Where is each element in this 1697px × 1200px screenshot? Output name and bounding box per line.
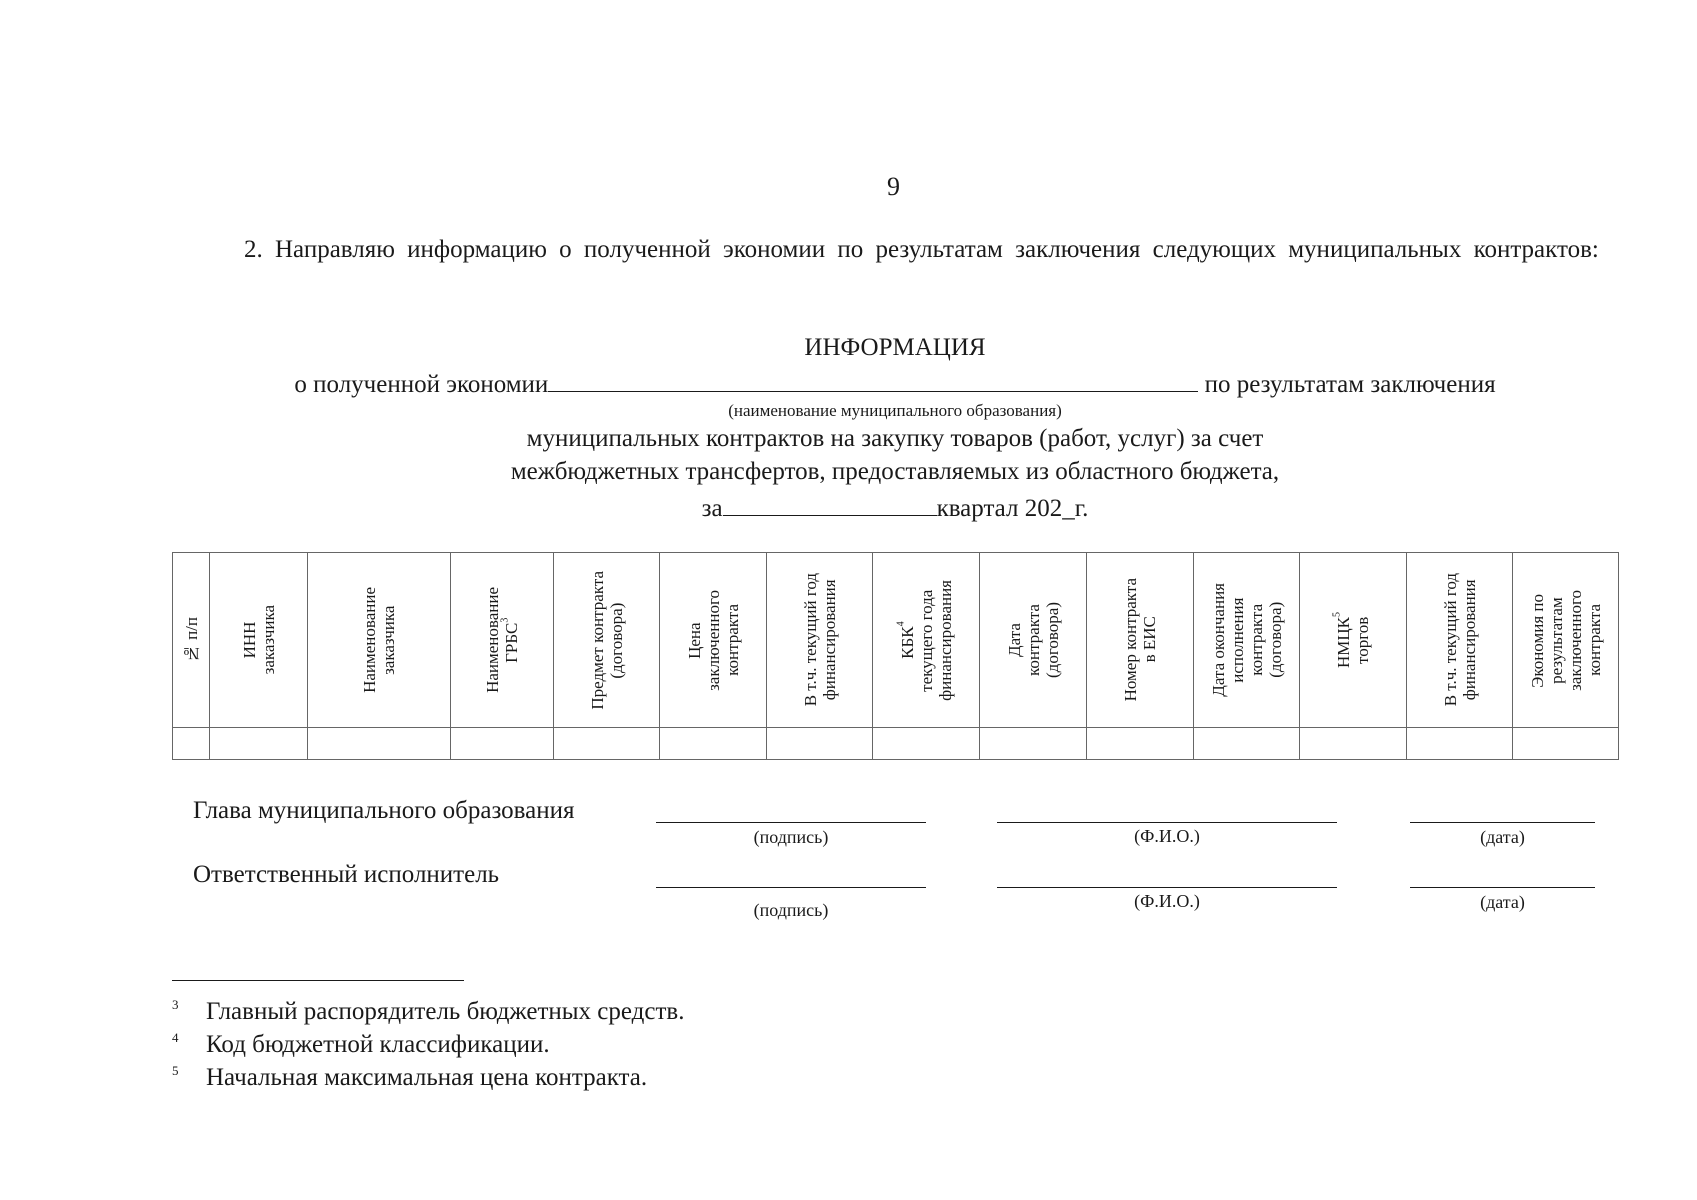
table-header-cell [1194, 553, 1300, 728]
executor-label: Ответственный исполнитель [193, 861, 500, 888]
table-cell[interactable] [1513, 728, 1619, 760]
footnote-item [172, 1030, 550, 1059]
column-header-label [483, 587, 521, 693]
table-header-cell [451, 553, 554, 728]
head-name-line[interactable] [997, 822, 1337, 823]
column-header-text: В т.ч. текущий год финансирования [800, 573, 839, 707]
column-header-text-continued: торгов [1353, 616, 1372, 664]
footnote-mark: 4 [172, 1030, 179, 1045]
footnote-mark: 3 [172, 997, 179, 1012]
table-header-cell [308, 553, 451, 728]
table-cell[interactable] [308, 728, 451, 760]
table-header-cell [554, 553, 660, 728]
footnote-item [172, 997, 684, 1026]
column-header-text: Экономия по результатам заключенного контракта [1527, 589, 1604, 691]
column-header-text: ИНН заказчика [239, 605, 278, 675]
table-cell[interactable] [1300, 728, 1407, 760]
table-header-cell [210, 553, 308, 728]
executor-signature-line[interactable] [656, 887, 926, 888]
table-header-cell [767, 553, 873, 728]
table-header-row [173, 553, 1619, 728]
footnote-reference: 4 [894, 621, 906, 627]
info-line2: муниципальных контрактов на закупку товаров (работ, услуг) за счет [526, 425, 1264, 452]
table-cell[interactable] [767, 728, 873, 760]
footnote-text: Главный распорядитель бюджетных средств. [206, 998, 685, 1025]
table-header-cell [1513, 553, 1619, 728]
table-header-cell [1087, 553, 1194, 728]
table-header-cell [173, 553, 210, 728]
table-cell[interactable] [1087, 728, 1194, 760]
column-header-text: Дата окончания исполнения контракта (договора) [1208, 583, 1285, 697]
table-header-cell [660, 553, 767, 728]
column-header-label [1441, 573, 1479, 706]
executor-name-caption: (Ф.И.О.) [1134, 891, 1200, 911]
column-header-text: В т.ч. текущий год финансирования [1440, 573, 1479, 707]
info-line4-after: квартал 202_г. [936, 495, 1089, 522]
table-cell[interactable] [660, 728, 767, 760]
table-cell[interactable] [210, 728, 308, 760]
column-header-label [240, 605, 278, 674]
column-header-label [1005, 602, 1062, 678]
column-header-text: НМЦК [1334, 616, 1353, 668]
footnote-reference: 5 [1331, 611, 1343, 617]
column-header-label [685, 590, 742, 691]
column-header-text-continued: текущего года финансирования [916, 579, 955, 701]
intro-paragraph: 2. Направляю информацию о полученной экономии по результатам заключения следующих муниципальных контрактов: [244, 236, 1599, 263]
info-line3: межбюджетных трансфертов, предоставляемых из областного бюджета, [510, 458, 1280, 485]
footnote-text: Начальная максимальная цена контракта. [206, 1064, 648, 1091]
column-header-text: Цена заключенного контракта [684, 589, 742, 691]
column-header-label [894, 579, 955, 701]
footnote-text: Код бюджетной классификации. [206, 1031, 550, 1058]
info-title: ИНФОРМАЦИЯ [804, 334, 986, 361]
column-header-label [1331, 611, 1372, 668]
table-header-cell [1407, 553, 1513, 728]
column-header-text: Наименование ГРБС [483, 587, 521, 693]
executor-signature-caption: (подпись) [753, 900, 829, 920]
column-header-label [1121, 578, 1159, 701]
column-header-text: КБК [897, 626, 917, 659]
executor-date-caption: (дата) [1480, 892, 1525, 912]
table-cell[interactable] [451, 728, 554, 760]
column-header-text: Предмет контракта (договора) [587, 570, 626, 710]
column-header-label [1528, 590, 1604, 691]
information-table [172, 552, 1619, 760]
head-label: Глава муниципального образования [193, 797, 575, 824]
info-line4-before: за [701, 495, 723, 522]
executor-name-line[interactable] [997, 887, 1337, 888]
table-cell[interactable] [1194, 728, 1300, 760]
column-header-label [360, 587, 398, 693]
table-header-cell [980, 553, 1087, 728]
head-signature-caption: (подпись) [753, 827, 829, 847]
head-date-caption: (дата) [1480, 827, 1525, 847]
head-name-caption: (Ф.И.О.) [1134, 826, 1200, 846]
column-header-text: Номер контракта в ЕИС [1121, 578, 1159, 702]
table-header-cell [1300, 553, 1407, 728]
footnote-separator [172, 980, 464, 981]
quarter-blank-line[interactable] [723, 491, 937, 516]
table-cell[interactable] [173, 728, 210, 760]
info-line4 [172, 491, 1618, 523]
municipality-caption: (наименование муниципального образования) [728, 401, 1062, 420]
table-header-cell [873, 553, 980, 728]
column-header-label [182, 617, 201, 663]
head-signature-line[interactable] [656, 822, 926, 823]
column-header-text: Дата контракта (договора) [1004, 602, 1062, 678]
column-header-label [1209, 583, 1285, 697]
info-line1-after: по результатам заключения [1204, 371, 1496, 398]
column-header-text: Наименование заказчика [360, 587, 398, 693]
table-row [173, 728, 1619, 760]
table-cell[interactable] [873, 728, 980, 760]
info-line1-before: о полученной экономии [294, 371, 549, 398]
info-line1 [172, 367, 1618, 399]
column-header-label [801, 573, 839, 706]
municipality-blank-line[interactable] [548, 367, 1198, 392]
column-header-label [588, 571, 626, 710]
table-cell[interactable] [1407, 728, 1513, 760]
footnote-reference: 3 [499, 617, 511, 623]
table-cell[interactable] [980, 728, 1087, 760]
footnote-item [172, 1063, 647, 1092]
table-cell[interactable] [554, 728, 660, 760]
footnote-mark: 5 [172, 1063, 179, 1078]
executor-date-line[interactable] [1410, 887, 1595, 888]
page-number: 9 [887, 172, 900, 201]
head-date-line[interactable] [1410, 822, 1595, 823]
column-header-text: № п/п [181, 616, 201, 664]
